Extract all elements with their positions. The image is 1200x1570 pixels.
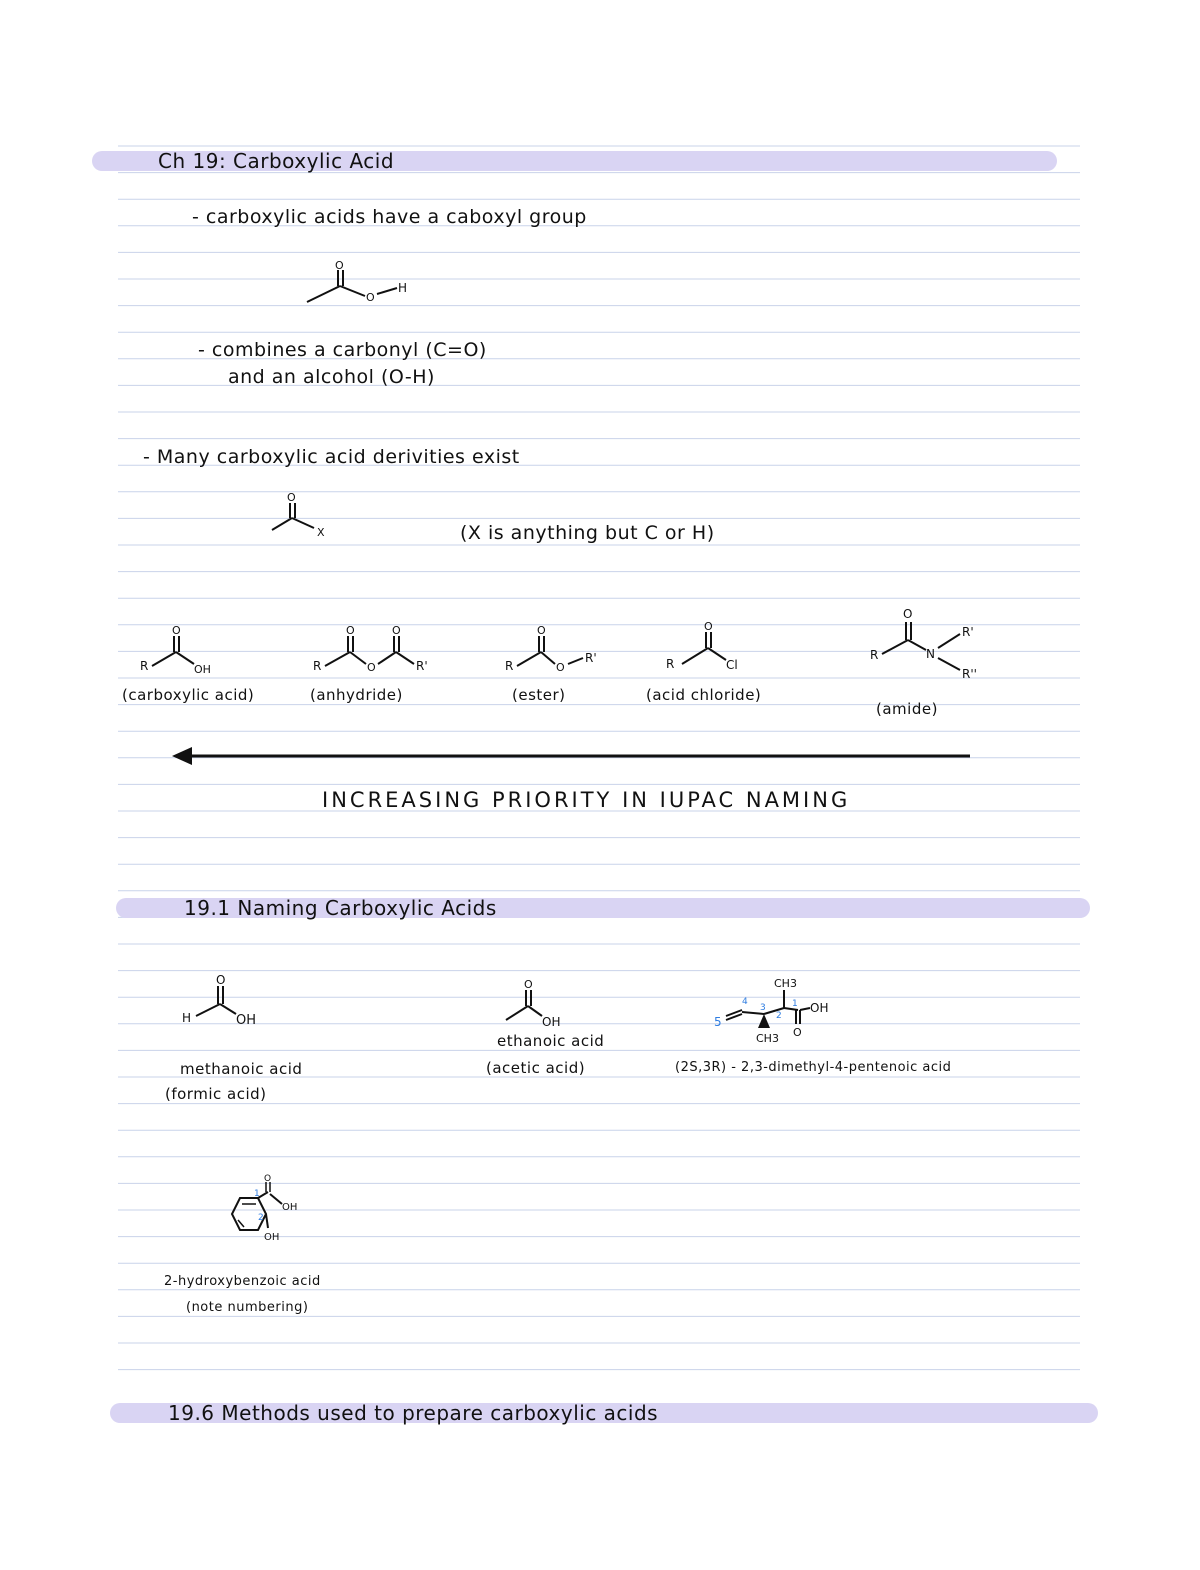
ring-number-2: 2 (258, 1213, 264, 1223)
general-derivative-structure (268, 490, 343, 542)
note-alcohol: and an alcohol (O-H) (228, 366, 435, 388)
formic-oh: OH (236, 1013, 257, 1028)
section-19-1-title: 19.1 Naming Carboxylic Acids (184, 896, 497, 920)
acid-o: O (793, 1026, 802, 1039)
chapter-title: Ch 19: Carboxylic Acid (158, 149, 395, 173)
carbon-number-2: 2 (776, 1011, 782, 1021)
priority-caption: INCREASING PRIORITY IN IUPAC NAMING (322, 788, 851, 812)
acetic-oh: OH (542, 1015, 561, 1029)
n-substituent-1: R' (962, 625, 974, 639)
ethanoic-acid-structure (500, 976, 580, 1032)
carbonyl-o-2: O (392, 624, 401, 637)
carbonyl-o: O (335, 259, 344, 272)
derivative-label-amide: (amide) (876, 700, 938, 718)
carbonyl-o: O (537, 624, 546, 637)
carbonyl-o: O (172, 624, 181, 637)
hydroxybenzoic-acid-name: 2-hydroxybenzoic acid (164, 1274, 321, 1289)
r-group: R (505, 659, 514, 673)
derivative-label-anhydride: (anhydride) (310, 686, 403, 704)
hydroxybenzoic-acid-structure (218, 1174, 308, 1244)
derivative-carboxylic-acid (136, 622, 236, 678)
formic-h: H (182, 1011, 192, 1025)
bridge-o: O (367, 661, 376, 674)
dimethylpentenoic-acid-name: (2S,3R) - 2,3-dimethyl-4-pentenoic acid (675, 1060, 952, 1075)
hydroxyl-h: H (398, 281, 408, 295)
r-group: R (870, 648, 879, 662)
section-19-6-title: 19.6 Methods used to prepare carboxylic acids (168, 1401, 659, 1425)
acetic-acid-name: (acetic acid) (486, 1059, 586, 1077)
carbonyl-o: O (704, 620, 713, 633)
phenol-oh: OH (264, 1232, 280, 1243)
r-group: R (666, 657, 675, 671)
tail-group: Cl (726, 658, 738, 672)
ethanoic-acid-name: ethanoic acid (497, 1032, 605, 1050)
tail-group: OH (194, 663, 211, 676)
acetic-o: O (524, 978, 533, 991)
methanoic-acid-name: methanoic acid (180, 1060, 303, 1078)
amide-n: N (926, 647, 935, 661)
note-combines: - combines a carbonyl (C=O) (198, 339, 487, 361)
ch3-bottom: CH3 (756, 1032, 779, 1045)
ester-o: O (556, 661, 565, 674)
derivative-anhydride (310, 622, 450, 678)
benzoic-oh: OH (282, 1202, 298, 1213)
formic-acid-name: (formic acid) (165, 1085, 267, 1103)
note-carboxyl-group: - carboxylic acids have a caboxyl group (192, 206, 587, 228)
carbon-number-1: 1 (792, 999, 798, 1009)
benzoic-o: O (264, 1174, 272, 1184)
derivative-label-acid-chloride: (acid chloride) (646, 686, 762, 704)
numbering-note: (note numbering) (186, 1300, 309, 1315)
methanoic-acid-structure (180, 970, 280, 1030)
carbon-number-4: 4 (742, 997, 748, 1007)
acid-oh: OH (810, 1001, 829, 1015)
dimethylpentenoic-acid-structure (712, 970, 842, 1046)
derivative-x: X (317, 526, 325, 539)
derivative-amide (868, 604, 998, 684)
carbonyl-o: O (903, 607, 913, 621)
carbon-number-3: 3 (760, 1003, 766, 1013)
derivative-label-carboxylic-acid: (carboxylic acid) (122, 686, 255, 704)
r-group: R (313, 659, 322, 673)
carbonyl-o-1: O (346, 624, 355, 637)
carboxyl-structure (295, 258, 425, 314)
carbon-number-5: 5 (714, 1015, 722, 1029)
note-x-anything: (X is anything but C or H) (460, 522, 715, 544)
priority-arrow (170, 744, 975, 768)
derivative-acid-chloride (664, 620, 754, 676)
ch3-top: CH3 (774, 977, 797, 990)
formic-o: O (216, 973, 226, 987)
tail-group: R' (585, 651, 597, 665)
hydroxyl-o: O (366, 291, 375, 304)
derivative-ester (503, 622, 613, 678)
tail-group: R' (416, 659, 428, 673)
ring-number-1: 1 (254, 1189, 260, 1199)
derivative-label-ester: (ester) (512, 686, 566, 704)
n-substituent-2: R'' (962, 667, 977, 681)
note-derivatives: - Many carboxylic acid derivities exist (143, 446, 520, 468)
r-group: R (140, 659, 149, 673)
derivative-o: O (287, 491, 296, 504)
